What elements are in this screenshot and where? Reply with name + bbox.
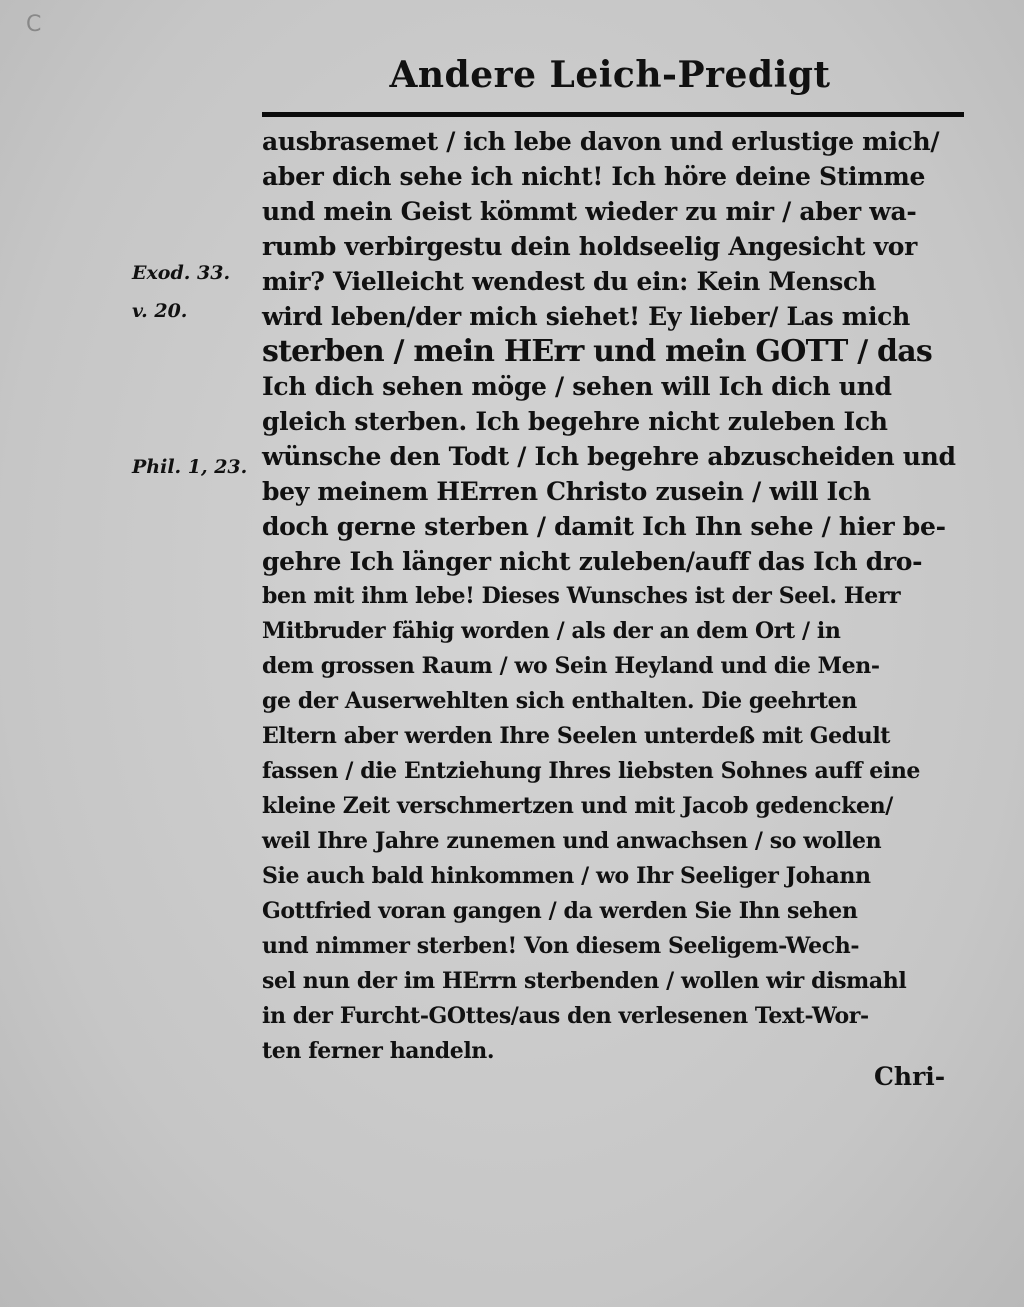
text-line: bey meinem HErren Christo zusein / will Ich — [262, 477, 871, 506]
text-line: rumb verbirgestu dein holdseelig Angesicht vor — [262, 232, 918, 261]
head-rule — [262, 112, 964, 117]
text-line: weil Ihre Jahre zunemen und anwachsen / so wollen — [262, 828, 882, 854]
running-head: Andere Leich-Predigt — [389, 54, 831, 96]
text-line: Ich dich sehen möge / sehen will Ich dich und — [262, 372, 892, 401]
text-line: in der Furcht-GOttes/aus den verlesenen Text-Wor- — [262, 1003, 869, 1029]
text-line: wird leben/der mich siehet! Ey lieber/ Las mich — [262, 302, 910, 331]
text-line: gehre Ich länger nicht zuleben/auff das Ich dro- — [262, 547, 923, 576]
text-line: ten ferner handeln. — [262, 1038, 495, 1064]
text-line: doch gerne sterben / damit Ich Ihn sehe / hier be- — [262, 512, 946, 541]
text-line: ausbrasemet / ich lebe davon und erlustige mich/ — [262, 127, 940, 156]
text-line: und mein Geist kömmt wieder zu mir / aber wa- — [262, 197, 917, 226]
text-line: Sie auch bald hinkommen / wo Ihr Seeliger Johann — [262, 863, 871, 889]
catchword: Chri- — [874, 1062, 946, 1091]
text-line: gleich sterben. Ich begehre nicht zuleben Ich — [262, 407, 888, 436]
text-line-emphasis: sterben / mein HErr und mein GOTT / das — [262, 334, 932, 369]
text-line: fassen / die Entziehung Ihres liebsten Sohnes auff eine — [262, 758, 921, 784]
sermon-text — [262, 124, 956, 1069]
text-line: Gottfried voran gangen / da werden Sie Ihn sehen — [262, 898, 858, 924]
margin-note-exodus: Exod. 33. — [132, 262, 231, 284]
text-line: ben mit ihm lebe! Dieses Wunsches ist der Seel. Herr — [262, 583, 901, 609]
text-line: ge der Auserwehlten sich enthalten. Die geehrten — [262, 688, 857, 714]
text-line: dem grossen Raum / wo Sein Heyland und die Men- — [262, 653, 880, 679]
text-line: mir? Vielleicht wendest du ein: Kein Mensch — [262, 267, 876, 296]
text-line: sel nun der im HErrn sterbenden / wollen wir dismahl — [262, 968, 907, 994]
text-line: Mitbruder fähig worden / als der an dem Ort / in — [262, 618, 841, 644]
text-line: wünsche den Todt / Ich begehre abzuscheiden und — [262, 442, 956, 471]
margin-note-verse: v. 20. — [132, 300, 188, 322]
text-line: kleine Zeit verschmertzen und mit Jacob gedencken/ — [262, 793, 893, 819]
corner-mark: C — [26, 12, 42, 37]
text-line: aber dich sehe ich nicht! Ich höre deine Stimme — [262, 162, 926, 191]
text-line: und nimmer sterben! Von diesem Seeligem-Wech- — [262, 933, 860, 959]
margin-note-philippians: Phil. 1, 23. — [132, 456, 248, 478]
text-line: Eltern aber werden Ihre Seelen unterdeß mit Gedult — [262, 723, 891, 749]
